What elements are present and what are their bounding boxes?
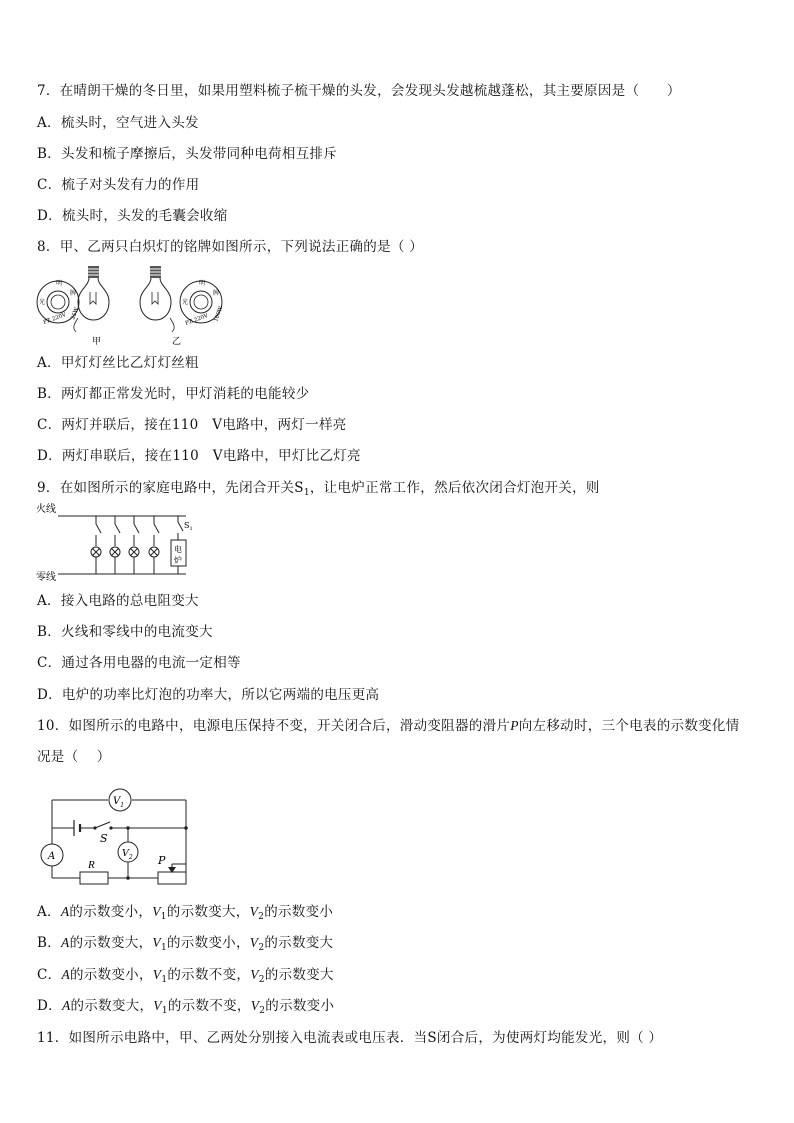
svg-text:S: S	[100, 832, 108, 845]
q10-circuit-figure	[38, 786, 194, 888]
svg-text:牌: 牌	[213, 290, 220, 297]
q7-option-a: A．梳头时，空气进入头发	[37, 115, 199, 131]
rheostat	[158, 872, 186, 884]
live-wire-label: 火线	[36, 504, 56, 515]
q9-option-c: C．通过各用电器的电流一定相等	[37, 655, 241, 671]
q9-stem: 9．在如图所示的家庭电路中，先闭合开关$S_1$，让电炉正常工作，然后依次闭合灯泡开关，则	[37, 480, 600, 498]
bulb-a-name: 甲	[92, 337, 102, 347]
q8-bulb-figure	[34, 262, 244, 350]
q7-stem: 7．在晴朗干燥的冬日里，如果用塑料梳子梳干燥的头发，会发现头发越梳越蓬松，其主要原因是（ ）	[37, 83, 681, 99]
svg-text:R: R	[88, 859, 95, 871]
q8-option-c: C．两灯并联后，接在110 V电路中，两灯一样亮	[37, 417, 347, 433]
svg-text:A: A	[48, 851, 56, 862]
heater-branch	[171, 516, 193, 574]
q7-option-d: D．梳头时，头发的毛囊会收缩	[37, 208, 228, 224]
svg-text:PZ 220V: PZ 220V	[184, 313, 210, 327]
q10-option-c: C．A的示数变小，$V_1$的示数不变，$V_2$的示数变大	[37, 967, 334, 985]
q8-option-b: B．两灯都正常发光时，甲灯消耗的电能较少	[37, 386, 310, 402]
resistor-r	[80, 872, 108, 884]
q9-option-b: B．火线和零线中的电流变大	[37, 624, 213, 640]
q11-stem: 11．如图所示电路中，甲、乙两处分别接入电流表或电压表．当S闭合后，为使两灯均能发光，则（ ）	[37, 1030, 663, 1046]
q7-option-c: C．梳子对头发有力的作用	[37, 177, 200, 193]
svg-text:V1: $V_1$	[113, 796, 125, 809]
svg-text:牌: 牌	[70, 290, 77, 297]
q9-option-a: A．接入电路的总电阻变大	[37, 593, 199, 609]
neutral-wire-label: 零线	[36, 572, 56, 583]
svg-text:光: 光	[39, 299, 46, 306]
q8-option-d: D．两灯串联后，接在110 V电路中，甲灯比乙灯亮	[37, 448, 361, 464]
q10-stem-line2: 况是（ ）	[37, 749, 111, 765]
q10-option-b: B．A的示数变大，$V_1$的示数变小，$V_2$的示数变大	[37, 935, 334, 953]
switch-s1-label: $S_1$	[184, 521, 193, 532]
svg-text:V2: $V_2$	[122, 848, 133, 861]
bulb-a-nameplate	[37, 279, 80, 326]
svg-text:100W: 100W	[213, 305, 225, 323]
q9-circuit-figure	[36, 502, 206, 584]
svg-text:25W: 25W	[70, 306, 81, 321]
q8-stem: 8．甲、乙两只白炽灯的铭牌如图所示，下列说法正确的是（ ）	[37, 239, 424, 255]
svg-text:PZ 220V: PZ 220V	[42, 312, 68, 326]
svg-text:明: 明	[56, 280, 63, 287]
q10-stem-line1: 10．如图所示的电路中，电源电压保持不变，开关闭合后，滑动变阻器的滑片P向左移动时，三个电表的示数变化情	[37, 718, 740, 734]
lamp-branches	[91, 516, 159, 574]
q7-option-b: B．头发和梳子摩擦后，头发带同种电荷相互排斥	[37, 146, 338, 162]
switch-s	[95, 822, 110, 828]
q8-option-a: A．甲灯灯丝比乙灯灯丝粗	[37, 355, 199, 371]
q10-option-a: A．A的示数变小，$V_1$的示数变大，$V_2$的示数变小	[37, 904, 334, 922]
bulb-b	[140, 266, 174, 332]
q10-option-d: D．A的示数变大，$V_1$的示数不变，$V_2$的示数变小	[37, 998, 335, 1016]
svg-text:P: P	[158, 854, 166, 867]
svg-text:光: 光	[182, 299, 189, 306]
bulb-b-nameplate	[180, 279, 225, 327]
svg-text:炉: 炉	[174, 556, 182, 565]
q9-option-d: D．电炉的功率比灯泡的功率大，所以它两端的电压更高	[37, 687, 380, 703]
svg-text:明: 明	[199, 280, 206, 287]
bulb-b-name: 乙	[172, 337, 182, 347]
svg-text:电: 电	[174, 545, 182, 554]
